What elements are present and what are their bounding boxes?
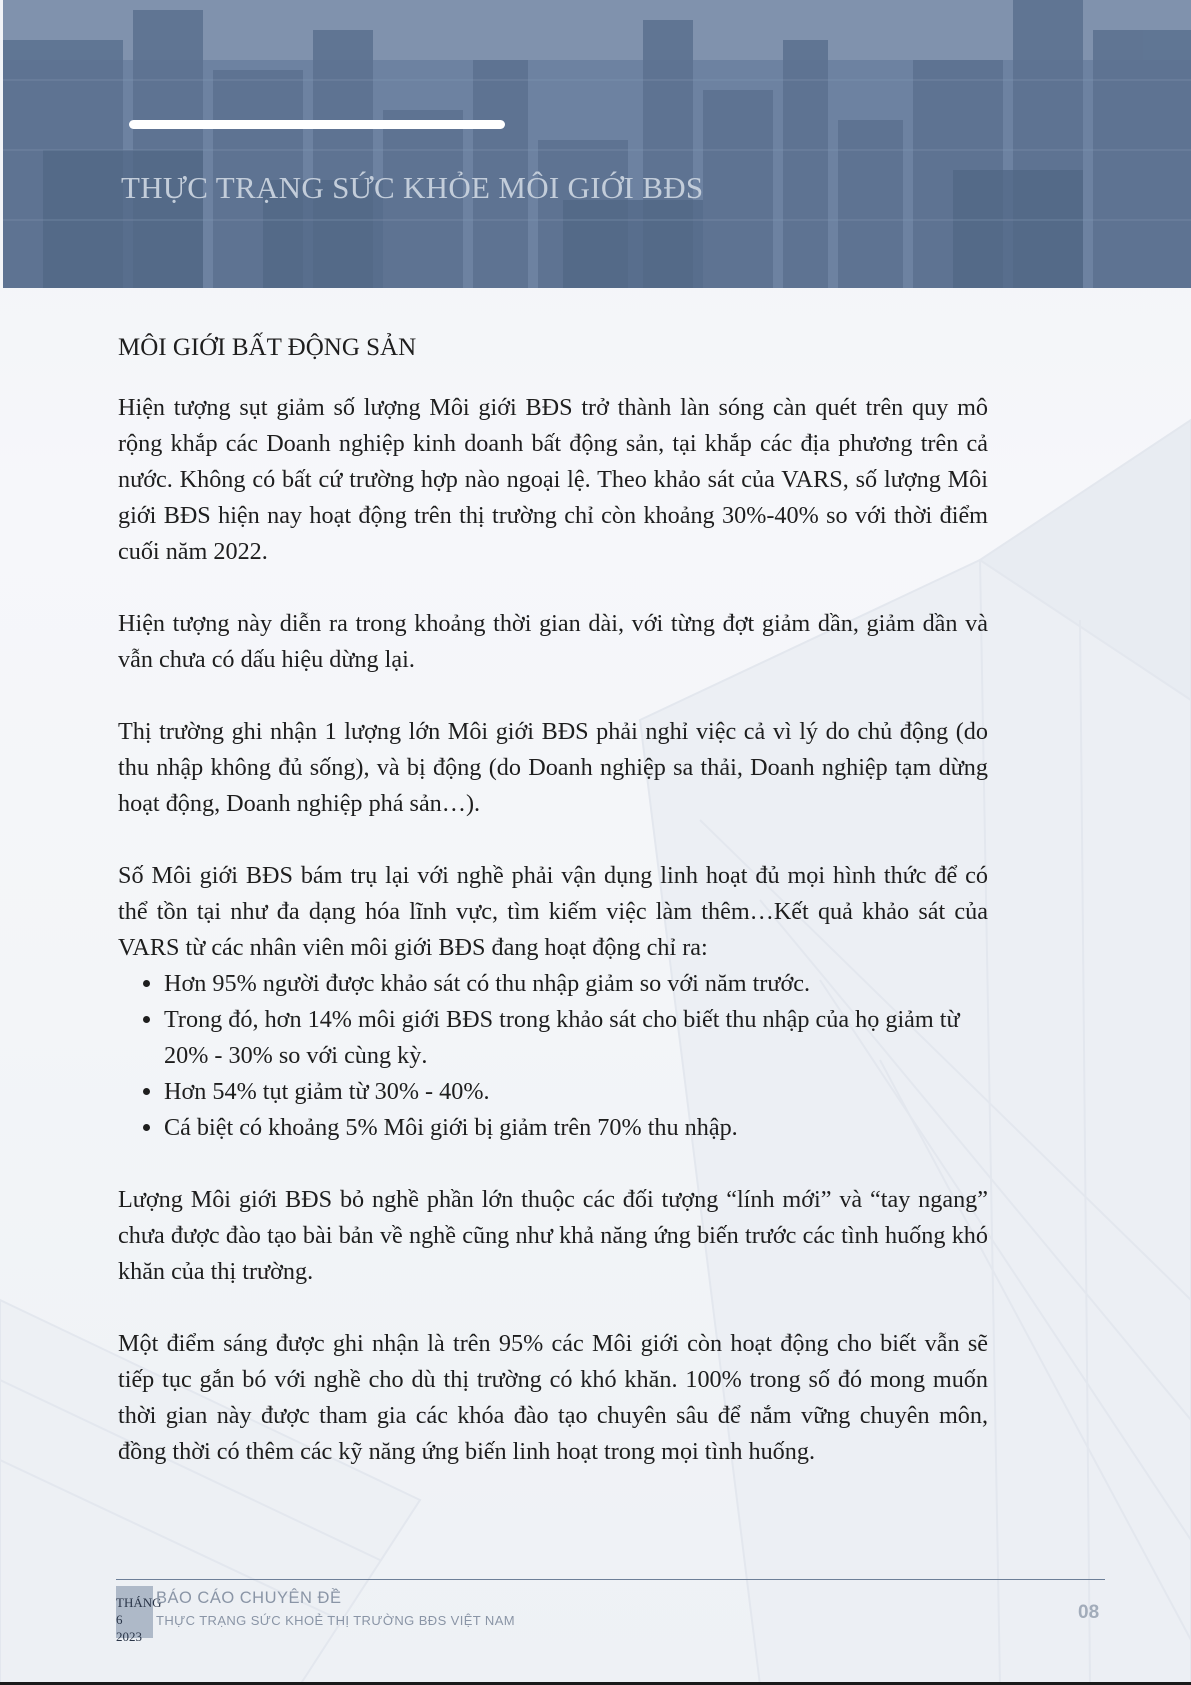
footer-report-subtitle: THỰC TRẠNG SỨC KHOẺ THỊ TRƯỜNG BĐS VIỆT NAM [156, 1613, 516, 1628]
footer-date-month: THÁNG 6 [116, 1595, 162, 1627]
paragraph: Thị trường ghi nhận 1 lượng lớn Môi giới BĐS phải nghỉ việc cả vì lý do chủ động (do thu nhập không đủ sống), và bị động (do Doanh nghiệp sa thải, Doanh nghiệp tạm dừng hoạt động, Doanh nghiệp phá sản…). [118, 718, 988, 817]
section-heading: MÔI GIỚI BẤT ĐỘNG SẢN [118, 334, 417, 361]
list-item: • Hơn 54% tụt giảm từ 30% - 40%. [164, 1074, 988, 1110]
list-item: • Hơn 95% người được khảo sát có thu nhập giảm so với năm trước. [164, 966, 988, 1002]
paragraph: Một điểm sáng được ghi nhận là trên 95% các Môi giới còn hoạt động cho biết vẫn sẽ tiếp tục gắn bó với nghề cho dù thị trường có khó khăn. 100% trong số đó mong muốn thời gian này được tham gia các khóa đào tạo chuyên sâu để nắm vững chuyên môn, đồng thời có thêm các kỹ năng ứng biến linh hoạt trong mọi tình huống. [118, 1330, 988, 1465]
paragraph: Số Môi giới BĐS bám trụ lại với nghề phải vận dụng linh hoạt đủ mọi hình thức để có thể tồn tại như đa dạng hóa lĩnh vực, tìm kiếm việc làm thêm…Kết quả khảo sát của VARS từ các nhân viên môi giới BĐS đang hoạt động chỉ ra: [118, 862, 988, 961]
footer-date-year: 2023 [116, 1629, 142, 1644]
header-banner [3, 0, 1191, 288]
banner-rule [129, 120, 505, 129]
article-body [118, 326, 988, 1506]
list-item: • Trong đó, hơn 14% môi giới BĐS trong khảo sát cho biết thu nhập của họ giảm từ 20% - 30% so với cùng kỳ. [164, 1002, 988, 1074]
page-title: THỰC TRẠNG SỨC KHỎE MÔI GIỚI BĐS [121, 170, 704, 205]
footer-divider [116, 1579, 1105, 1580]
paragraph: Lượng Môi giới BĐS bỏ nghề phần lớn thuộc các đối tượng “lính mới” và “tay ngang” chưa được đào tạo bài bản về nghề cũng như khả năng ứng biến trước các tình huống khó khăn của thị trường. [118, 1186, 988, 1285]
city-skyline-image [3, 0, 1191, 288]
paragraph: Hiện tượng sụt giảm số lượng Môi giới BĐS trở thành làn sóng càn quét trên quy mô rộng khắp các Doanh nghiệp kinh doanh bất động sản, tại khắp các địa phương trên cả nước. Không có bất cứ trường hợp nào ngoại lệ. Theo khảo sát của VARS, số lượng Môi giới BĐS hiện nay hoạt động trên thị trường chỉ còn khoảng 30%-40% so với thời điểm cuối năm 2022. [118, 394, 988, 565]
page-number: 08 [1078, 1602, 1100, 1623]
survey-bullet-list [118, 966, 988, 1146]
footer-report-title: BÁO CÁO CHUYÊN ĐỀ [156, 1589, 342, 1607]
paragraph: Hiện tượng này diễn ra trong khoảng thời gian dài, với từng đợt giảm dần, giảm dần và vẫn chưa có dấu hiệu dừng lại. [118, 610, 988, 673]
footer-date-badge [116, 1586, 162, 1644]
list-item: • Cá biệt có khoảng 5% Môi giới bị giảm trên 70% thu nhập. [164, 1110, 988, 1146]
